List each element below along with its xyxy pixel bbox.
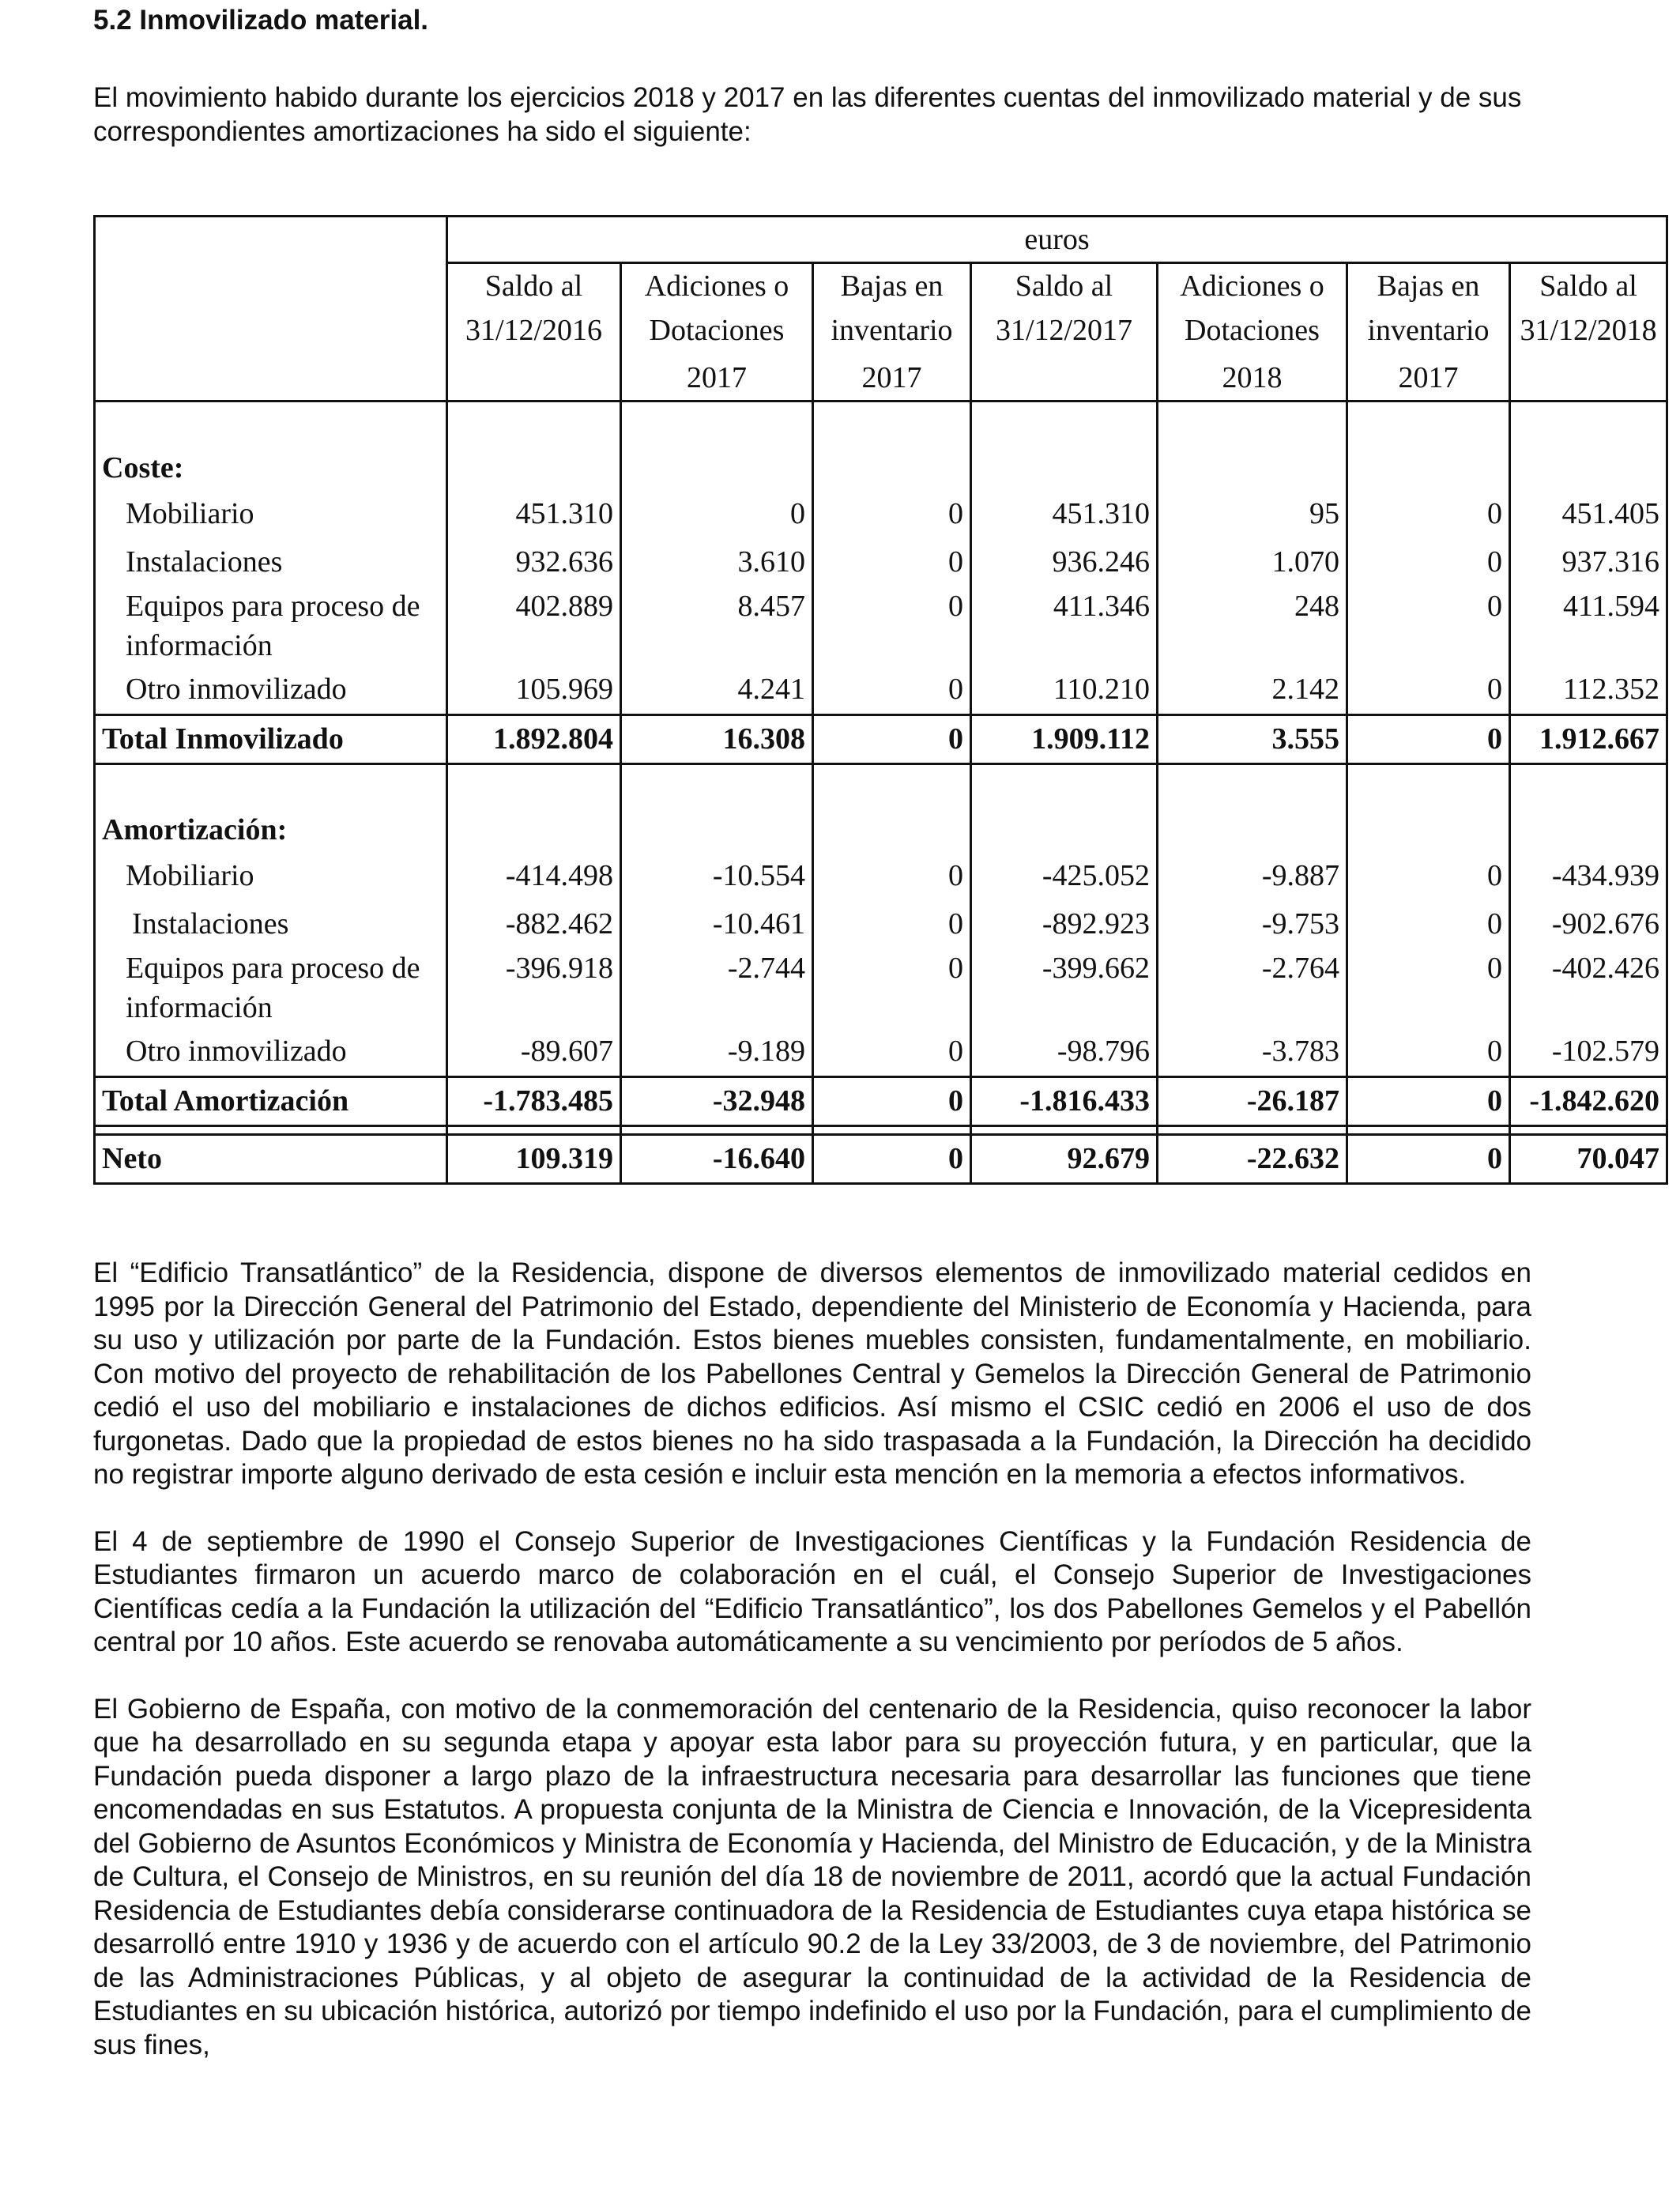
- paragraph: El Gobierno de España, con motivo de la conmemoración del centenario de la Residencia, quiso reconocer la labor que ha desarrollado en su segunda etapa y apoyar esta labor para su proyección futura, y en particular, que la Fundación pueda disponer a largo plazo de la infraestructura necesaria para desarrollar las funciones que tiene encomendadas en sus Estatutos. A propuesta conjunta de la Ministra de Ciencia e Innovación, de la Vicepresidenta del Gobierno de Asuntos Económicos y Ministra de Economía y Hacienda, del Ministro de Educación, y de la Ministra de Cultura, el Consejo de Ministros, en su reunión del día 18 de noviembre de 2011, acordó que la actual Fundación Residencia de Estudiantes debía considerarse continuadora de la Residencia de Estudiantes cuya etapa histórica se desarrolló entre 1910 y 1936 y de acuerdo con el artículo 90.2 de la Ley 33/2003, de 3 de noviembre, del Patrimonio de las Administraciones Públicas, y al objeto de asegurar la continuidad de la actividad de la Residencia de Estudiantes en su ubicación histórica, autorizó por tiempo indefinido el uso por la Fundación, para el cumplimiento de sus fines,: [93, 1693, 1531, 2060]
- cell-value: 110.210: [971, 665, 1158, 715]
- row-label: Otro inmovilizado: [95, 1027, 447, 1077]
- total-value: 1.912.667: [1510, 714, 1667, 763]
- total-row: [95, 714, 1667, 763]
- total-value: 0: [1347, 714, 1510, 763]
- cell-value: -414.498: [447, 852, 621, 900]
- cell-value: -9.753: [1158, 900, 1347, 948]
- col-header-line3: 2018: [1158, 356, 1347, 401]
- cell-value: 2.142: [1158, 665, 1347, 715]
- row-label: Equipos para proceso de información: [95, 948, 447, 1027]
- total-value: -26.187: [1158, 1077, 1347, 1126]
- col-header-line3: 2017: [621, 356, 813, 401]
- cell-value: -892.923: [971, 900, 1158, 948]
- net-label: Neto: [95, 1135, 447, 1184]
- total-value: -1.842.620: [1510, 1077, 1667, 1126]
- paragraph: El “Edificio Transatlántico” de la Residencia, dispone de diversos elementos de inmovilizado material cedidos en 1995 por la Dirección General del Patrimonio del Estado, dependiente del Ministerio de Economía y Hacienda, para su uso y utilización por parte de la Fundación. Estos bienes muebles consisten, fundamentalmente, en mobiliario. Con motivo del proyecto de rehabilitación de los Pabellones Central y Gemelos la Dirección General de Patrimonio cedió el uso del mobiliario e instalaciones de dichos edificios. Así mismo el CSIC cedió en 2006 el uso de dos furgonetas. Dado que la propiedad de estos bienes no ha sido traspasada a la Fundación, la Dirección ha decidido no registrar importe alguno derivado de esta cesión e incluir esta mención en la memoria a efectos informativos.: [93, 1257, 1531, 1490]
- cell-value: 0: [1347, 490, 1510, 538]
- cell-value: -2.764: [1158, 948, 1347, 1027]
- cell-value: 0: [1347, 1027, 1510, 1077]
- cell-value: -98.796: [971, 1027, 1158, 1077]
- col-header-line3: 2017: [1347, 356, 1510, 401]
- table-row: [95, 948, 1667, 1027]
- net-value: 109.319: [447, 1135, 621, 1184]
- cell-value: -425.052: [971, 852, 1158, 900]
- col-header-line3: [971, 356, 1158, 401]
- cell-value: 411.594: [1510, 586, 1667, 665]
- cell-value: 0: [1347, 538, 1510, 586]
- col-header-line2: Dotaciones: [1158, 308, 1347, 356]
- cell-value: 4.241: [621, 665, 813, 715]
- cell-value: -2.744: [621, 948, 813, 1027]
- cell-value: -402.426: [1510, 948, 1667, 1027]
- table-row: [95, 490, 1667, 538]
- col-header-line3: [447, 356, 621, 401]
- cell-value: -434.939: [1510, 852, 1667, 900]
- total-value: 3.555: [1158, 714, 1347, 763]
- row-label: Otro inmovilizado: [95, 665, 447, 715]
- total-value: 0: [1347, 1077, 1510, 1126]
- cell-value: 0: [1347, 665, 1510, 715]
- table-row: [95, 900, 1667, 948]
- net-value: 0: [1347, 1135, 1510, 1184]
- col-header-line1: Adiciones o: [1158, 263, 1347, 309]
- total-row: [95, 1077, 1667, 1126]
- cell-value: -399.662: [971, 948, 1158, 1027]
- total-label: Total Amortización: [95, 1077, 447, 1126]
- row-label: Equipos para proceso de información: [95, 586, 447, 665]
- cell-value: 0: [1347, 900, 1510, 948]
- total-value: 0: [813, 714, 971, 763]
- total-value: -32.948: [621, 1077, 813, 1126]
- cell-value: 937.316: [1510, 538, 1667, 586]
- cell-value: -9.189: [621, 1027, 813, 1077]
- col-header-line2: 31/12/2018: [1510, 308, 1667, 356]
- col-header-line2: inventario: [1347, 308, 1510, 356]
- cell-value: 0: [1347, 948, 1510, 1027]
- cell-value: 0: [1347, 852, 1510, 900]
- net-value: -22.632: [1158, 1135, 1347, 1184]
- header-blank-cell: [95, 217, 447, 263]
- cell-value: 0: [813, 900, 971, 948]
- table-row: [95, 538, 1667, 586]
- cell-value: -902.676: [1510, 900, 1667, 948]
- cell-value: 0: [813, 1027, 971, 1077]
- row-label: Instalaciones: [95, 538, 447, 586]
- cell-value: 451.405: [1510, 490, 1667, 538]
- body-text: [93, 1257, 1531, 2095]
- net-value: 92.679: [971, 1135, 1158, 1184]
- net-value: 0: [813, 1135, 971, 1184]
- paragraph: El 4 de septiembre de 1990 el Consejo Superior de Investigaciones Científicas y la Fundación Residencia de Estudiantes firmaron un acuerdo marco de colaboración en el cuál, el Consejo Superior de Investigaciones Científicas cedía a la Fundación la utilización del “Edificio Transatlántico”, los dos Pabellones Gemelos y el Pabellón central por 10 años. Este acuerdo se renovaba automáticamente a su vencimiento por períodos de 5 años.: [93, 1525, 1531, 1657]
- col-header-line1: Saldo al: [1510, 263, 1667, 309]
- fixed-assets-table: [93, 215, 1668, 1185]
- intro-paragraph: El movimiento habido durante los ejercicios 2018 y 2017 en las diferentes cuentas del inmovilizado material y de sus correspondientes amortizaciones ha sido el siguiente:: [93, 82, 1522, 147]
- total-value: -1.783.485: [447, 1077, 621, 1126]
- cell-value: -10.554: [621, 852, 813, 900]
- total-value: 0: [813, 1077, 971, 1126]
- cell-value: 3.610: [621, 538, 813, 586]
- cell-value: 0: [813, 948, 971, 1027]
- cell-value: 936.246: [971, 538, 1158, 586]
- section-heading: 5.2 Inmovilizado material.: [93, 5, 429, 36]
- cell-value: -10.461: [621, 900, 813, 948]
- cell-value: -882.462: [447, 900, 621, 948]
- cell-value: -102.579: [1510, 1027, 1667, 1077]
- section-title-amortizacion: Amortización:: [95, 763, 447, 852]
- cell-value: 0: [813, 490, 971, 538]
- table-row: [95, 665, 1667, 715]
- col-header-line2: 31/12/2016: [447, 308, 621, 356]
- total-label: Total Inmovilizado: [95, 714, 447, 763]
- cell-value: 451.310: [971, 490, 1158, 538]
- col-header-line2: 31/12/2017: [971, 308, 1158, 356]
- row-label: Mobiliario: [95, 852, 447, 900]
- cell-value: 932.636: [447, 538, 621, 586]
- cell-value: 0: [1347, 586, 1510, 665]
- table-row: [95, 586, 1667, 665]
- cell-value: 248: [1158, 586, 1347, 665]
- cell-value: -9.887: [1158, 852, 1347, 900]
- col-header-line1: Saldo al: [971, 263, 1158, 309]
- cell-value: 0: [813, 665, 971, 715]
- cell-value: 95: [1158, 490, 1347, 538]
- col-header-line3: 2017: [813, 356, 971, 401]
- cell-value: 105.969: [447, 665, 621, 715]
- cell-value: 402.889: [447, 586, 621, 665]
- table-row: [95, 1027, 1667, 1077]
- section-title-coste: Coste:: [95, 401, 447, 490]
- cell-value: 112.352: [1510, 665, 1667, 715]
- net-value: -16.640: [621, 1135, 813, 1184]
- total-value: -1.816.433: [971, 1077, 1158, 1126]
- cell-value: -396.918: [447, 948, 621, 1027]
- cell-value: 0: [813, 538, 971, 586]
- cell-value: 8.457: [621, 586, 813, 665]
- cell-value: -89.607: [447, 1027, 621, 1077]
- cell-value: 1.070: [1158, 538, 1347, 586]
- cell-value: -3.783: [1158, 1027, 1347, 1077]
- row-label: Instalaciones: [95, 900, 447, 948]
- cell-value: 411.346: [971, 586, 1158, 665]
- cell-value: 451.310: [447, 490, 621, 538]
- total-value: 16.308: [621, 714, 813, 763]
- row-label: Mobiliario: [95, 490, 447, 538]
- cell-value: 0: [813, 852, 971, 900]
- total-value: 1.892.804: [447, 714, 621, 763]
- net-value: 70.047: [1510, 1135, 1667, 1184]
- col-header-line1: Adiciones o: [621, 263, 813, 309]
- cell-value: 0: [621, 490, 813, 538]
- currency-label: euros: [447, 217, 1667, 263]
- cell-value: 0: [813, 586, 971, 665]
- col-header-line1: Bajas en: [813, 263, 971, 309]
- total-value: 1.909.112: [971, 714, 1158, 763]
- col-header-line1: Saldo al: [447, 263, 621, 309]
- col-header-line3: [1510, 356, 1667, 401]
- col-header-line2: Dotaciones: [621, 308, 813, 356]
- col-header-line1: Bajas en: [1347, 263, 1510, 309]
- table-row: [95, 852, 1667, 900]
- net-row: [95, 1135, 1667, 1184]
- col-header-line2: inventario: [813, 308, 971, 356]
